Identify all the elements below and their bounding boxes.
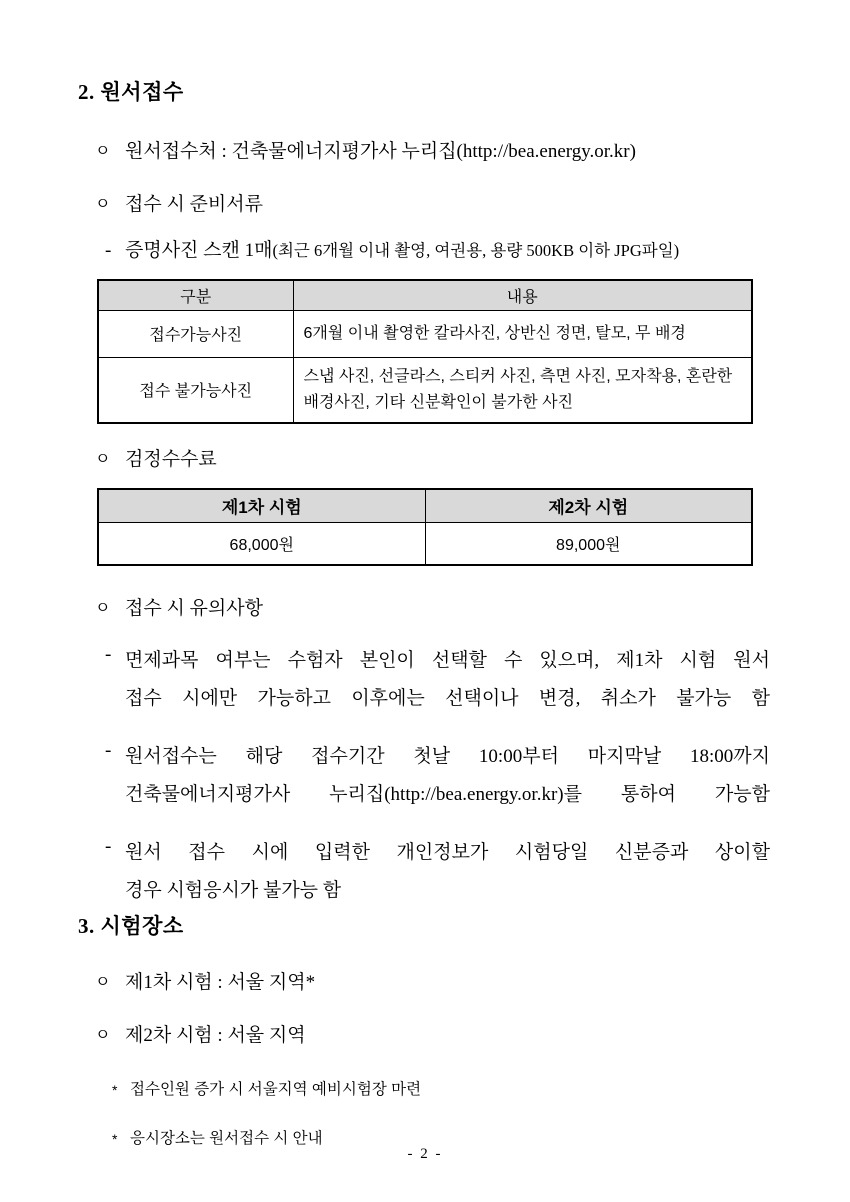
list-item-text: 제1차 시험 : 서울 지역* [125,971,316,993]
notice-registration-period [78,738,770,814]
circle-bullet: ㅇ [95,1026,111,1044]
photo-rules-table [97,279,753,424]
dash-bullet: - [105,835,112,857]
fee-header-second-exam: 제2차 시험 [425,489,752,523]
circle-bullet: ㅇ [95,450,111,468]
list-item-text: 검정수수료 [125,448,217,470]
notice-line: 원서접수는 해당 접수기간 첫날 10:00부터 마지막날 18:00까지 [125,745,770,767]
list-item-exam-fee [78,447,770,473]
list-item-text: 접수 시 유의사항 [125,597,263,619]
list-item-text: 접수 시 준비서류 [125,194,263,215]
footnote-text: 접수인원 증가 시 서울지역 예비시험장 마련 [130,1080,422,1098]
dash-bullet: - [105,240,112,261]
table-header-category: 구분 [98,280,293,310]
dash-bullet: - [105,643,112,665]
notice-text [125,834,770,910]
circle-bullet: ㅇ [95,143,111,160]
list-item-text [125,238,770,264]
notice-personal-info [78,834,770,910]
circle-bullet: ㅇ [95,196,111,213]
fee-value-second-exam: 89,000원 [425,523,752,565]
notice-text [125,738,770,814]
list-item-required-documents [78,192,770,218]
table-header-row [98,489,752,523]
circle-bullet: ㅇ [95,599,111,617]
table-row [98,357,752,423]
list-item-photo-requirement [78,238,770,264]
asterisk-bullet: * [112,1130,118,1147]
footnote-text: 응시장소는 원서접수 시 안내 [130,1129,323,1147]
notice-line: 건축물에너지평가사 누리집(http://bea.energy.or.kr)를 통하여 가능함 [125,783,770,805]
table-cell-label: 접수가능사진 [98,310,293,357]
notice-line: 면제과목 여부는 수험자 본인이 선택할 수 있으며, 제1차 시험 원서 [125,649,770,671]
notice-line: 접수 시에만 가능하고 이후에는 선택이나 변경, 취소가 불가능 함 [125,687,770,709]
circle-bullet: ㅇ [95,973,111,991]
notice-text [125,642,770,718]
notice-exempt-subjects [78,642,770,718]
page-number: - 2 - [407,1146,443,1162]
list-item-second-exam-location [78,1023,770,1049]
notice-line: 경우 시험응시가 불가능 함 [125,879,342,901]
fee-table [97,488,753,566]
list-item-text: 원서접수처 : 건축물에너지평가사 누리집(http://bea.energy.or.kr) [125,141,636,162]
list-item-application-site [78,139,770,165]
table-row [98,523,752,565]
table-cell-content: 스냅 사진, 선글라스, 스티커 사진, 측면 사진, 모자착용, 혼란한 배경사진, 기타 신분확인이 불가한 사진 [293,357,752,423]
table-row [98,310,752,357]
asterisk-bullet: * [112,1081,118,1098]
notice-line: 원서 접수 시에 입력한 개인정보가 시험당일 신분증과 상이할 [125,841,770,863]
footnote-reserve-venue [78,1079,770,1101]
table-header-content: 내용 [293,280,752,310]
table-header-row [98,280,752,310]
fee-header-first-exam: 제1차 시험 [98,489,425,523]
dash-bullet: - [105,739,112,761]
photo-note-paren: (최근 6개월 이내 촬영, 여권용, 용량 500KB 이하 JPG파일) [272,241,680,260]
section-2-heading: 2. 원서접수 [78,80,184,104]
table-cell-content: 6개월 이내 촬영한 칼라사진, 상반신 정면, 탈모, 무 배경 [293,310,752,357]
photo-note-main: 증명사진 스캔 1매 [125,240,273,261]
list-item-first-exam-location [78,970,770,996]
table-cell-label: 접수 불가능사진 [98,357,293,423]
list-item-text: 제2차 시험 : 서울 지역 [125,1024,306,1046]
fee-value-first-exam: 68,000원 [98,523,425,565]
list-item-notices-heading [78,596,770,622]
section-3-heading: 3. 시험장소 [78,913,184,938]
